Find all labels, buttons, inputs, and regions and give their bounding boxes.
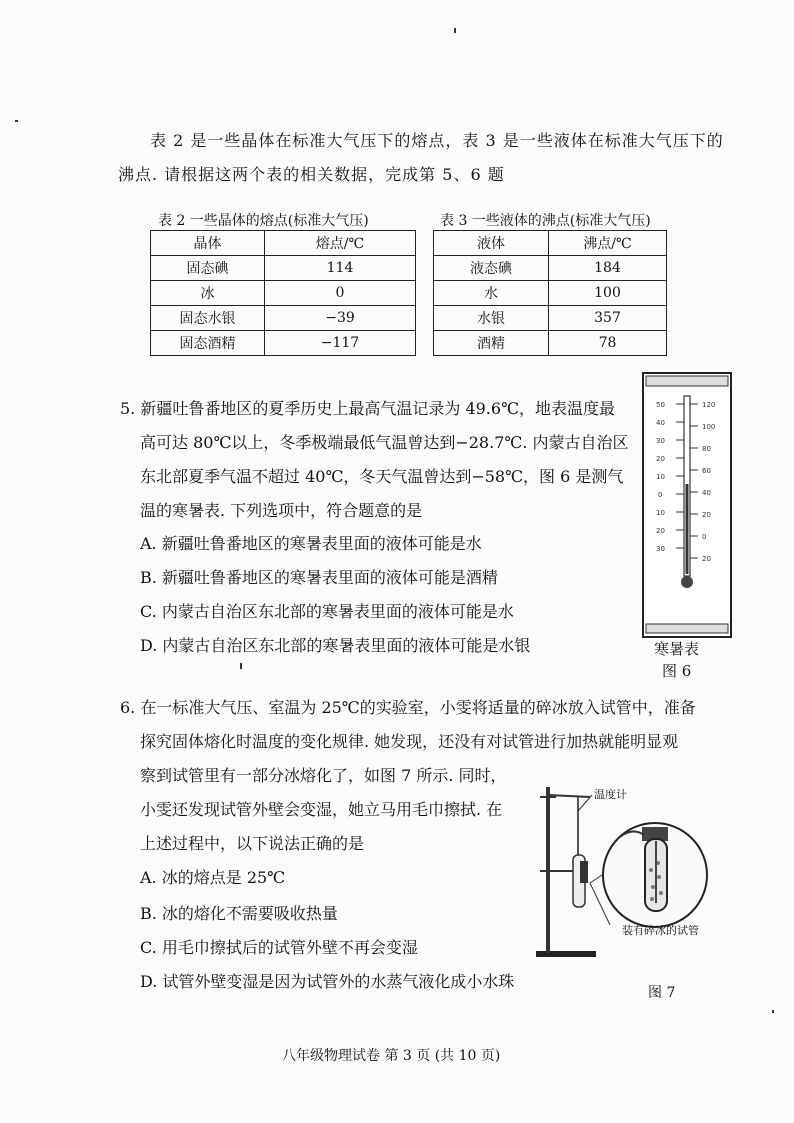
q5-option-d: D. 内蒙古自治区东北部的寒暑表里面的液体可能是水银 [140,636,531,655]
q6-option-a: A. 冰的熔点是 25℃ [140,868,286,887]
q5-line: 5. 新疆吐鲁番地区的夏季历史上最高气温记录为 49.6℃，地表温度最 [120,399,615,418]
scale-label-right: 60 [702,467,711,475]
table-row [151,306,416,331]
scale-label-left: 20 [656,455,665,463]
table2-caption: 表 2 一些晶体的熔点(标准大气压) [158,213,369,229]
scale-label-left: 30 [656,437,665,445]
fig7-label: 图 7 [648,985,676,1001]
thermometer-icon [644,374,730,636]
table-cell: −117 [265,331,416,356]
scale-label-right: 20 [702,511,711,519]
scan-speck [240,663,242,669]
table-cell: 固态水银 [151,306,265,331]
scale-label-left: 40 [656,419,665,427]
table-row [151,281,416,306]
table-row [434,331,667,356]
scan-speck [772,1010,774,1013]
q6-option-b: B. 冰的熔化不需要吸收热量 [140,904,338,923]
fig7-apparatus [520,775,750,975]
q6-line: 察到试管里有一部分冰熔化了，如图 7 所示. 同时， [140,766,507,785]
scale-label-right: 20 [702,555,711,563]
scale-label-right: 40 [702,489,711,497]
page-footer: 八年级物理试卷 第 3 页 (共 10 页) [282,1048,501,1064]
table-cell: −39 [265,306,416,331]
q5-line: 东北部夏季气温不超过 40℃，冬天气温曾达到−58℃，图 6 是测气 [140,467,624,486]
fig6-label: 图 6 [662,662,692,680]
table-header-row [151,231,416,256]
table-cell: 78 [549,331,667,356]
table-header: 沸点/℃ [549,231,667,256]
table-header: 液体 [434,231,549,256]
table-row [434,256,667,281]
table-cell: 液态碘 [434,256,549,281]
table-header: 熔点/℃ [265,231,416,256]
table-cell: 184 [549,256,667,281]
q6-option-c: C. 用毛巾擦拭后的试管外壁不再会变湿 [140,938,418,957]
table-cell: 冰 [151,281,265,306]
table-cell: 0 [265,281,416,306]
table-cell: 固态酒精 [151,331,265,356]
q5-line: 温的寒暑表. 下列选项中，符合题意的是 [140,501,423,520]
table-row [151,331,416,356]
scan-speck [15,120,18,122]
table-cell: 水银 [434,306,549,331]
table-row [434,281,667,306]
scale-label-right: 100 [702,423,716,431]
q6-line: 小雯还发现试管外壁会变湿，她立马用毛巾擦拭. 在 [140,800,503,819]
fig7-tube-label: 装有碎冰的试管 [622,924,699,937]
table-cell: 固态碘 [151,256,265,281]
scale-label-left: 10 [656,509,665,517]
q5-line: 高可达 80℃以上，冬季极端最低气温曾达到−28.7℃. 内蒙古自治区 [140,433,629,452]
scale-label-right: 0 [702,533,707,541]
scan-speck [454,28,456,33]
table-row [151,256,416,281]
table-header: 晶体 [151,231,265,256]
table-row [434,306,667,331]
scale-label-left: 50 [656,401,665,409]
scale-label-left: 30 [656,545,665,553]
table-cell: 酒精 [434,331,549,356]
scale-label-right: 80 [702,445,711,453]
table2 [150,230,416,356]
table-header-row [434,231,667,256]
scale-label-left: 10 [656,473,665,481]
scale-label-left: 0 [658,491,663,499]
intro-line-1: 表 2 是一些晶体在标准大气压下的熔点，表 3 是一些液体在标准大气压下的 [150,131,724,150]
q5-option-b: B. 新疆吐鲁番地区的寒暑表里面的液体可能是酒精 [140,568,498,587]
table3 [433,230,667,356]
thermometer-figure [642,372,732,638]
table3-caption: 表 3 一些液体的沸点(标准大气压) [440,213,651,229]
table-cell: 357 [549,306,667,331]
q6-option-d: D. 试管外壁变湿是因为试管外的水蒸气液化成小水珠 [140,972,515,991]
fig6-name: 寒暑表 [654,640,700,658]
table-cell: 114 [265,256,416,281]
scale-label-left: 20 [656,527,665,535]
q5-option-a: A. 新疆吐鲁番地区的寒暑表里面的液体可能是水 [140,534,482,553]
table-cell: 水 [434,281,549,306]
intro-line-2: 沸点. 请根据这两个表的相关数据，完成第 5、6 题 [118,165,505,184]
q6-line: 探究固体熔化时温度的变化规律. 她发现，还没有对试管进行加热就能明显观 [140,732,679,751]
fig7-thermometer-label: 温度计 [594,788,627,801]
scale-label-right: 120 [702,401,716,409]
q6-line: 6. 在一标准大气压、室温为 25℃的实验室，小雯将适量的碎冰放入试管中，准备 [120,698,696,717]
table-cell: 100 [549,281,667,306]
q6-line: 上述过程中，以下说法正确的是 [140,834,365,853]
q5-option-c: C. 内蒙古自治区东北部的寒暑表里面的液体可能是水 [140,602,514,621]
